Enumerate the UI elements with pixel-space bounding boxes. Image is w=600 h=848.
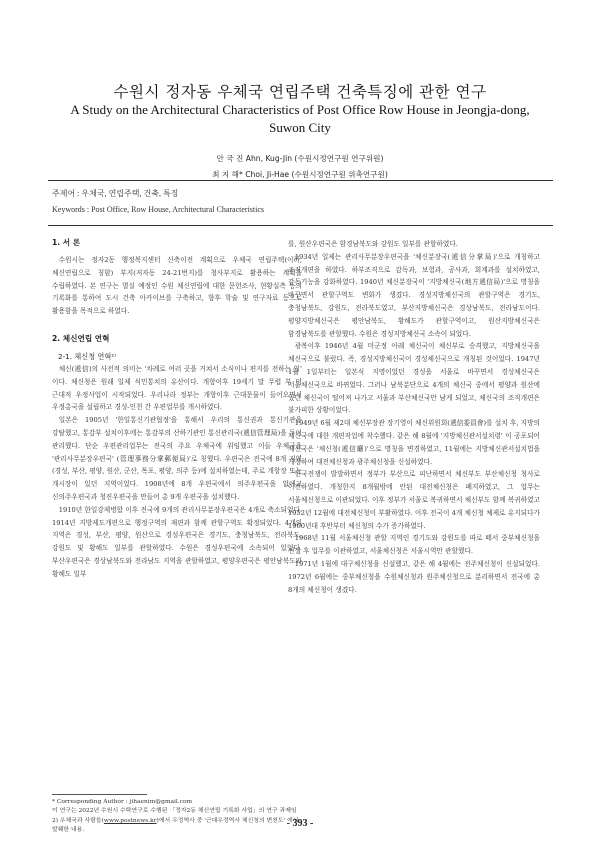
keywords-korean: 주제어 : 우체국, 연립주택, 건축, 특징	[52, 189, 179, 198]
subsection-heading: 2-1. 체신청 연혁²⁾	[58, 351, 116, 361]
body-paragraph: 수원시는 정자2동 행정복지센터 신축이전 계획으로 우체국 연립주택(이하, 체신연립으로 칭함) 부지(저자동 24-21번지)를 청사부지로 활용하는 계획을 수립하였다. 본 연구는 멸실 예정인 수원 체신연립에 대한 문헌조사, 현황실측 등의 기록화를 통하여 도시 건축 아카이브를 구축하고, 향후 학술 및 연구자료 등으로 활용함을 목적으로 하였다.	[52, 256, 302, 316]
footnote-divider	[52, 794, 147, 795]
section-heading-history: 2. 체신연립 연혁	[52, 333, 110, 343]
paper-subtitle	[40, 101, 560, 137]
subtitle-line-1: A Study on the Architectural Characteristics of Post Office Row House in Jeongja-dong,	[70, 102, 530, 117]
body-paragraph: 1968년 11월 서울체신청 관할 지역인 경기도와 강원도를 따로 떼서 중부체신청을 신설 후 업무를 이관하였고, 서울체신청은 서울시역만 관할했다.	[288, 534, 540, 556]
body-paragraph: 1934년 일제는 관리사무분장우편국을 '체신분장국(遞信分掌局)'으로 개칭하고 조직개편을 하였다. 하부조직으로 감독과, 보험과, 공사과, 회계과를 설치하였고, 감독기능을 강화하였다. 1940년 체신분장국이 '지방체신국(地方遞信局)'으로 명칭을 바꾸면서 관할구역도 변화가 생겼다. 경성지방체신국의 관할구역은 경기도, 충청남북도, 강원도, 전라북도였고, 부산지방체신국은 경상남북도, 전라남도이다. 평양지방체신국은 평안남북도, 황해도가 관할구역이고, 원산지방체신국은 함경남북도를 관할했다. 수원은 경성지방체신국 소속이 되었다.	[288, 252, 540, 338]
body-paragraph: 1910년 한일강제병합 이후 전국에 9개의 관리사무분장우편국은 4개로 축소되었다. 1914년 지방제도개편으로 행정구역의 재편과 함께 관할구역도 확정되었다. 4개의 지역은 경성, 부산, 평양, 원산으로 경성우편국은 경기도, 충청남북도, 전라북도, 강원도 및 황해도 일부를 관할하였다. 수원은 경성우편국에 소속되어 있었다. 부산우편국은 경상남북도와 전라남도 지역을 관할하였고, 평양우편국은 평안남북도와 황해도 일부	[52, 505, 302, 578]
author-list	[40, 151, 560, 183]
footnote-corresponding: * Corresponding Author : jihaenim@gmail.com	[52, 799, 193, 805]
author-1: 안 국 진 Ahn, Kug-Jin (수원시정연구원 연구위원)	[216, 154, 384, 163]
section-heading-introduction: 1. 서 론	[52, 238, 81, 247]
footnote-source: 2) 우체국과 사람들(www.postnews.kr)에서 우정역사 중 '근대우정역사 체신청의 변천도' 에서 발췌한 내용.	[52, 817, 299, 834]
page-number: - 393 -	[286, 818, 314, 829]
body-paragraph: 광복이후 1946년 4월 미군정 아래 체신국이 체신부로 승격했고, 지방체신국을 체신국으로 불렀다. 즉, 경성지방체신국이 경성체신국으로 개칭된 것이었다. 1947년 1월 1일부터는 일본식 지명이었던 경성을 서울로 바꾸면서 경성체신국은 서울체신국으로 바뀌었다. 그러나 남북분단으로 4개의 체신국 중에서 평양과 원산에 있던 체신국이 떨어져 나가고 서울과 부산체신국만 남게 되었고, 체신국의 조직개편은 불가피한 상황이었다.	[288, 342, 540, 415]
subtitle-line-2: Suwon City	[269, 120, 331, 135]
body-paragraph: 한국전쟁이 발발하면서 정부가 부산으로 피난하면서 체신부도 부산체신청 청사로 이전하였다. 개청한지 8개월밖에 안된 대전체신청은 폐지하였고, 그 업무는 서울체신청으로 이관되었다. 이후 정부가 서울로 복귀하면서 체신부도 함께 복귀하였고 1952년 12월에 대전체신청이 부활하였다. 이후 전국이 4개 체신청 체제로 유지되다가 1960년대 후반부터 체신청의 수가 증가하였다.	[288, 470, 540, 530]
body-paragraph: 를, 원산우편국은 함경남북도와 강원도 일부를 관할하였다.	[288, 240, 458, 248]
body-paragraph: 체신(遞信)의 사전적 의미는 '차례로 여러 곳을 거쳐서 소식이나 편지를 전하는 일' 이다. 체신청은 원래 일제 식민통치의 유산이다. 개항이후 19세기 말 무렵 부 터 근대적 우정사업이 시작되었다. 우리나라 정부는 개항이후 근대문물이 들어오면서 우정총국을 설립하고 경성-인천 간 우편업무를 개시하였다.	[52, 364, 302, 412]
postnews-link[interactable]: www.postnews.kr	[103, 817, 157, 824]
paper-title: 수원시 정자동 우체국 연립주택 건축특징에 관한 연구	[113, 83, 487, 101]
left-column	[52, 236, 302, 581]
body-paragraph: 1971년 1월에 대구체신청을 신설했고, 같은 해 4월에는 전주체신청이 신설되었다. 1972년 6월에는 중부체신청을 수원체신청과 원주체신청으로 분리하면서 전국에 총 8개의 체신청이 생겼다.	[288, 559, 540, 594]
right-column	[288, 238, 540, 596]
body-paragraph: 일본은 1905년 '한일통신기관협정'을 통해서 우리의 통신권과 통신기관을 강탈했고, 통감부 설치이후에는 통감부의 산하기관인 통신관리국(遞信管理局)을 두어 관리했다. 단순 우편관리업무는 전국의 주요 우체국에 위임했고 이들 우체국을 '관리사무분장우편국' (管理事務分掌郵便局)'로 칭했다. 우편국은 전국에 8개 지역(경성, 부산, 평양, 원산, 군산, 목포, 평양, 의주 등)에 설치하였는데, 주로 개항장 또는 개시장이 있던 지역이었다. 1908년에 8개 우편국에서 의주우편국을 없애고 신의주우편국과 청진우편국을 만들어 총 9개 우편국을 설치했다.	[52, 416, 302, 501]
keywords-english: Keywords : Post Office, Row House, Architectural Characteristics	[52, 205, 265, 214]
footnotes	[52, 798, 302, 836]
keywords-box	[48, 180, 553, 226]
author-2: 최 지 해* Choi, Ji-Hae (수원시정연구원 위촉연구원)	[212, 170, 388, 179]
body-paragraph: 1949년 6월 제2대 체신부장관 장기영이 체신위원회(遞信委員會)를 설치 후, 지방의 체신국에 대한 개편작업에 착수했다. 같은 해 8월에 '지방체신관서설치령' 이 공포되어 체신국은 '체신청(遞信廳)'으로 명칭을 변경하였고, 11월에는 지방체신관서설치법을 개정하여 대전체신청과 광주체신청을 신설하였다.	[288, 419, 540, 466]
footnote-funding: 이 연구는 2022년 수원시 수탁연구로 수행된 「정자2동 체신연립 기록화 사업」의 연구 과제임	[52, 808, 297, 815]
